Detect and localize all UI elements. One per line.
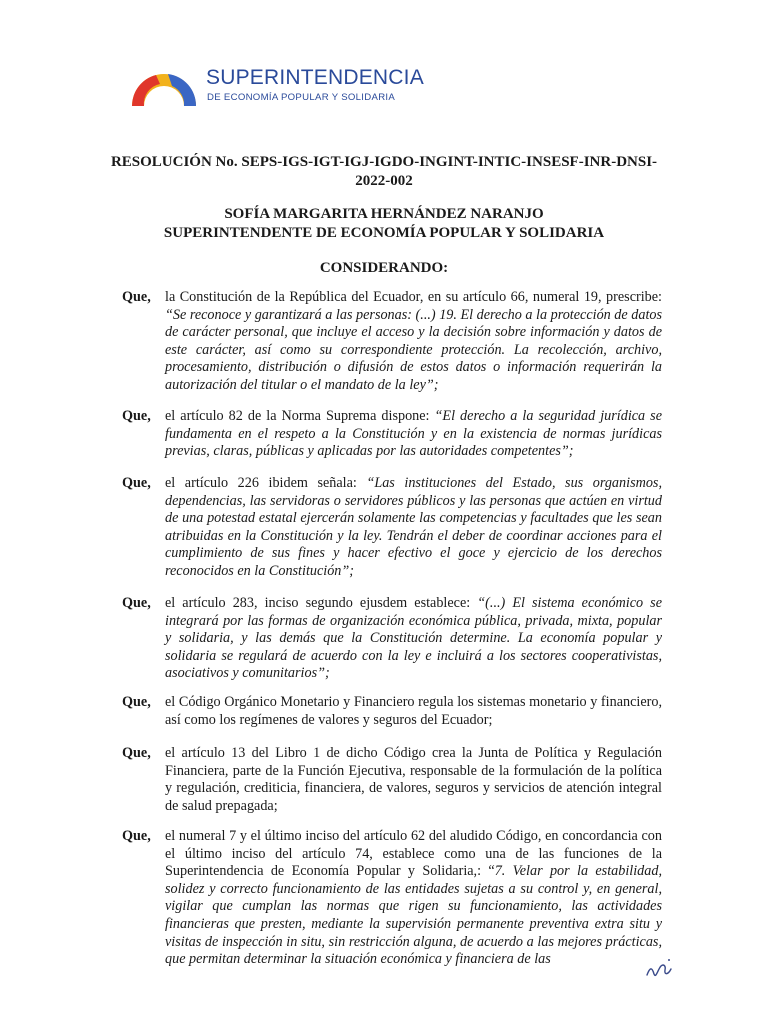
- considering-heading: CONSIDERANDO:: [319, 260, 449, 276]
- clause-quote: “El derecho a la seguridad jurídica se fundamenta en el respeto a la Constitución y en la existencia de normas jurídicas previas, claras, públicas y aplicadas por las autoridades competentes”;: [165, 408, 662, 460]
- clause-body: [165, 289, 662, 395]
- sun-arc-logo-icon: [126, 62, 204, 110]
- clause-quote: 7. Velar por la estabilidad, solidez y correcto funcionamiento de las entidades sujetas a su control y, en general, vigilar que cumplan las normas que rigen su funcionamiento, las actividades financieras que presten, mediante la supervisión permanente preventiva extra situ y visitas de inspección in situ, sin restricción alguna, de acuerdo a las mejores prácticas, que permitan determinar la situación económica y financiera de las: [165, 863, 662, 968]
- clause-lead: Que,: [122, 595, 151, 611]
- clause-text: el artículo 226 ibidem señala:: [165, 475, 357, 491]
- clause: [122, 745, 662, 815]
- signer-name: SOFÍA MARGARITA HERNÁNDEZ NARANJO: [224, 206, 544, 222]
- clause-lead: Que,: [122, 475, 151, 491]
- clause-text: el numeral 7 y el último inciso del artículo 62 del aludido Código, en concordancia con el último inciso del artículo 74, establece como una de las funciones de la Superintendencia de Economía Popular y Solidaria,: “: [165, 828, 662, 880]
- clause-quote: “Se reconoce y garantizará a las personas: (...) 19. El derecho a la protección de datos de carácter personal, que incluye el acceso y la decisión sobre información y datos de este carácter, así como su correspondiente protección. La recolección, archivo, procesamiento, distribución o difusión de estos datos o información requerirán la autorización del titular o el mandato de la ley”;: [165, 306, 662, 393]
- seps-logo: [126, 62, 424, 112]
- clause-body: [165, 694, 662, 729]
- resolution-number: [100, 153, 668, 191]
- clause-text: la Constitución de la República del Ecuador, en su artículo 66, numeral 19, prescribe:: [165, 289, 662, 305]
- clause: [122, 595, 662, 683]
- clause: [122, 289, 662, 395]
- clause-body: [165, 475, 662, 581]
- handwritten-initial-icon: [644, 955, 674, 981]
- clause-body: [165, 595, 662, 683]
- clause: [122, 475, 662, 581]
- resolution-line-2: 2022-002: [355, 173, 413, 189]
- clause-lead: Que,: [122, 745, 151, 761]
- clause-lead: Que,: [122, 289, 151, 305]
- clause-lead: Que,: [122, 828, 151, 844]
- clause-quote: “(...) El sistema económico se integrará por las formas de organización económica pública, privada, mixta, popular y solidaria, y las demás que la Constitución determine. La economía popular y solidaria se regulará de acuerdo con la ley e incluirá a los sectores cooperativistas, asociativos y comunitarios”;: [165, 595, 663, 682]
- clause-text: el artículo 82 de la Norma Suprema dispone:: [165, 408, 430, 424]
- org-name: SUPERINTENDENCIA: [206, 66, 424, 89]
- clause-body: [165, 408, 662, 461]
- org-subtitle: DE ECONOMÍA POPULAR Y SOLIDARIA: [207, 92, 396, 103]
- clause-text: el artículo 283, inciso segundo ejusdem establece:: [165, 595, 471, 611]
- clause-lead: Que,: [122, 408, 151, 424]
- clause-text: el Código Orgánico Monetario y Financiero regula los sistemas monetario y financiero, así como los regímenes de valores y seguros del Ecuador;: [165, 694, 662, 728]
- clause-body: [165, 745, 662, 815]
- clause-text: el artículo 13 del Libro 1 de dicho Código crea la Junta de Política y Regulación Financiera, parte de la Función Ejecutiva, responsable de la formulación de la política y regulación, crediticia, financiera, de valores, seguros y servicios de atención integral de salud prepagada;: [165, 745, 662, 814]
- clause-quote: “Las instituciones del Estado, sus organismos, dependencias, las servidoras o servidores públicos y las personas que actúen en virtud de una potestad estatal ejercerán solamente las competencias y facultades que les sean atribuidas en la Constitución y la ley. Tendrán el deber de coordinar acciones para el cumplimiento de sus fines y hacer efectivo el goce y ejercicio de los derechos reconocidos en la Constitución”;: [165, 475, 662, 579]
- clause: [122, 408, 662, 461]
- signer-block: [100, 205, 668, 243]
- clause-body: [165, 828, 662, 969]
- signer-title: SUPERINTENDENTE DE ECONOMÍA POPULAR Y SOLIDARIA: [163, 225, 605, 241]
- clause: [122, 828, 662, 969]
- clause: [122, 694, 662, 729]
- clause-lead: Que,: [122, 694, 151, 710]
- resolution-line-1: RESOLUCIÓN No. SEPS-IGS-IGT-IGJ-IGDO-INGINT-INTIC-INSESF-INR-DNSI-: [110, 154, 658, 170]
